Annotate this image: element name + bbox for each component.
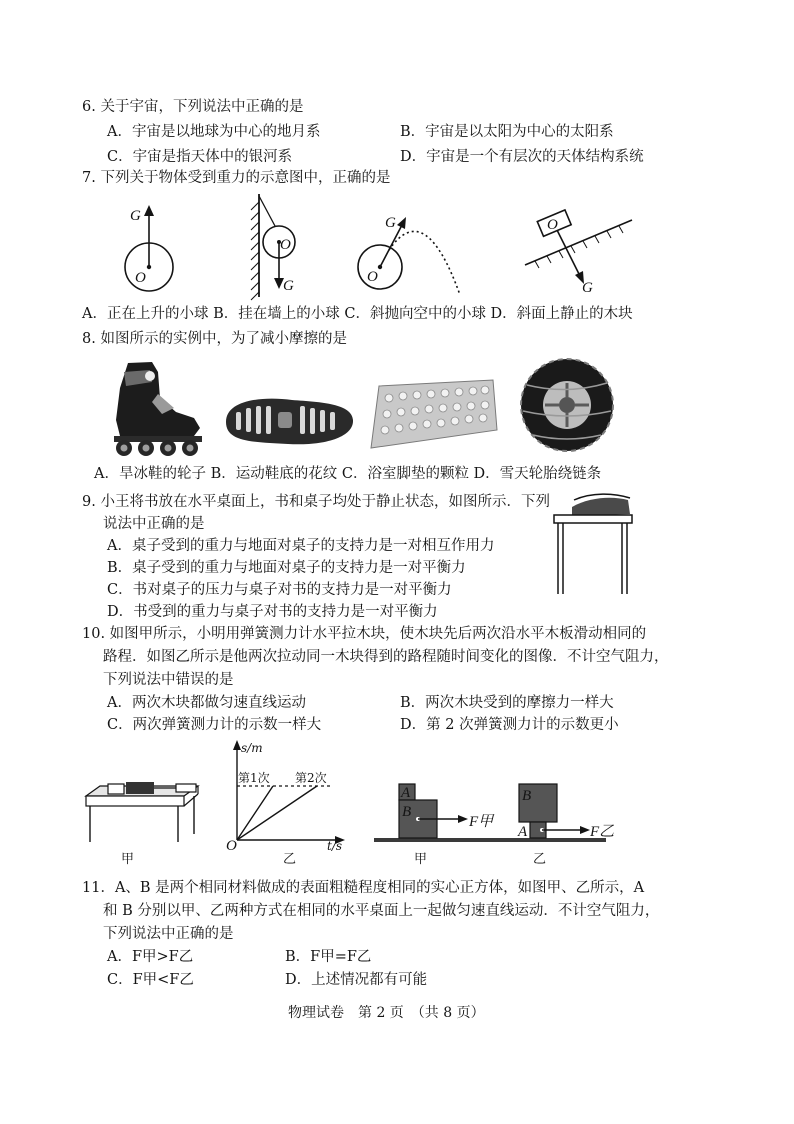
q7-captions: A．正在上升的小球 B．挂在墙上的小球 C．斜抛向空中的小球 D．斜面上静止的木块 [82, 306, 633, 322]
q11-fig-jia-label: 甲 [414, 852, 428, 867]
graph-xlabel: t/s [327, 839, 343, 853]
graph-ylabel: s/m [241, 741, 263, 755]
q11-yi-a: A [518, 824, 528, 840]
q7-figure-a [122, 200, 192, 300]
inline-skate-image [102, 358, 207, 458]
q10-option-d: D．第 2 次弹簧测力计的示数更小 [400, 717, 619, 733]
series-2-line [237, 786, 317, 840]
q11-option-b: B．F甲=F乙 [285, 949, 372, 965]
series-1-label: 第1次 [238, 771, 270, 785]
q7-figure-b [243, 192, 313, 302]
q10-fig-jia [80, 778, 210, 848]
graph-origin: O [226, 838, 237, 854]
series-1-line [237, 786, 273, 840]
q11-option-d: D．上述情况都有可能 [285, 972, 428, 988]
q7b-g-label: G [283, 278, 294, 294]
bath-mat-image [367, 372, 500, 454]
q6-option-a: A．宇宙是以地球为中心的地月系 [107, 124, 321, 140]
q10-stem-line1: 10. 如图甲所示，小明用弹簧测力计水平拉木块，使木块先后两次沿水平木板滑动相同的 [82, 626, 647, 642]
q7-figure-d [520, 217, 640, 300]
q7d-g-label: G [582, 280, 593, 296]
q10-option-c: C．两次弹簧测力计的示数一样大 [107, 717, 322, 733]
q11-option-c: C．F甲<F乙 [107, 972, 194, 988]
q6-stem: 6. 关于宇宙，下列说法中正确的是 [82, 99, 304, 115]
q7d-o-label: O [547, 217, 558, 233]
q11-jia-a: A [401, 785, 411, 801]
q10-fig-yi-label: 乙 [283, 852, 297, 867]
q11-option-a: A．F甲>F乙 [107, 949, 194, 965]
q6-option-b: B．宇宙是以太阳为中心的太阳系 [400, 124, 614, 140]
book-on-table-figure [550, 492, 640, 597]
q9-stem-line1: 9. 小王将书放在水平桌面上，书和桌子均处于静止状态，如图所示．下列 [82, 494, 550, 510]
q10-option-a: A．两次木块都做匀速直线运动 [107, 695, 306, 711]
q6-option-d: D．宇宙是一个有层次的天体结构系统 [400, 149, 644, 165]
q11-figure [372, 778, 622, 848]
q11-stem-line1: 11．A、B 是两个相同材料做成的表面粗糙程度相同的实心正方体，如图甲、乙所示，A [82, 880, 645, 896]
q9-option-a: A．桌子受到的重力与地面对桌子的支持力是一对相互作用力 [107, 538, 495, 554]
q10-option-b: B．两次木块受到的摩擦力一样大 [400, 695, 614, 711]
q11-yi-b: B [522, 788, 532, 804]
q7a-o-label: O [135, 270, 146, 286]
page-footer: 物理试卷 第 2 页 （共 8 页） [288, 1005, 485, 1021]
q11-stem-line3: 下列说法中正确的是 [103, 926, 234, 942]
shoe-sole-image [222, 392, 357, 450]
q10-stem-line2: 路程．如图乙所示是他两次拉动同一木块得到的路程随时间变化的图像．不计空气阻力， [103, 649, 669, 665]
q9-option-d: D．书受到的重力与桌子对书的支持力是一对平衡力 [107, 604, 438, 620]
q9-stem-line2: 说法中正确的是 [103, 516, 205, 532]
q11-f-yi: F乙 [590, 824, 615, 840]
q7-figure-c [355, 205, 475, 300]
q8-stem: 8. 如图所示的实例中，为了减小摩擦的是 [82, 331, 347, 347]
q7a-g-label: G [130, 208, 141, 224]
q8-captions: A．旱冰鞋的轮子 B．运动鞋底的花纹 C．浴室脚垫的颗粒 D．雪天轮胎绕链条 [94, 466, 602, 482]
q11-stem-line2: 和 B 分别以甲、乙两种方式在相同的水平桌面上一起做匀速直线运动．不计空气阻力， [103, 903, 660, 919]
q7c-g-label: G [385, 215, 396, 231]
chained-tire-image [515, 355, 620, 455]
q9-option-c: C．书对桌子的压力与桌子对书的支持力是一对平衡力 [107, 582, 452, 598]
q11-jia-b: B [402, 804, 412, 820]
q11-f-jia: F甲 [469, 814, 494, 830]
series-2-label: 第2次 [295, 771, 327, 785]
q7b-o-label: O [280, 237, 291, 253]
q6-option-c: C．宇宙是指天体中的银河系 [107, 149, 293, 165]
q10-st-graph [225, 740, 355, 854]
q7c-o-label: O [367, 269, 378, 285]
q10-stem-line3: 下列说法中错误的是 [103, 672, 234, 688]
q7-stem: 7. 下列关于物体受到重力的示意图中，正确的是 [82, 170, 391, 186]
q11-fig-yi-label: 乙 [533, 852, 547, 867]
q10-fig-jia-label: 甲 [121, 852, 135, 867]
q9-option-b: B．桌子受到的重力与地面对桌子的支持力是一对平衡力 [107, 560, 466, 576]
